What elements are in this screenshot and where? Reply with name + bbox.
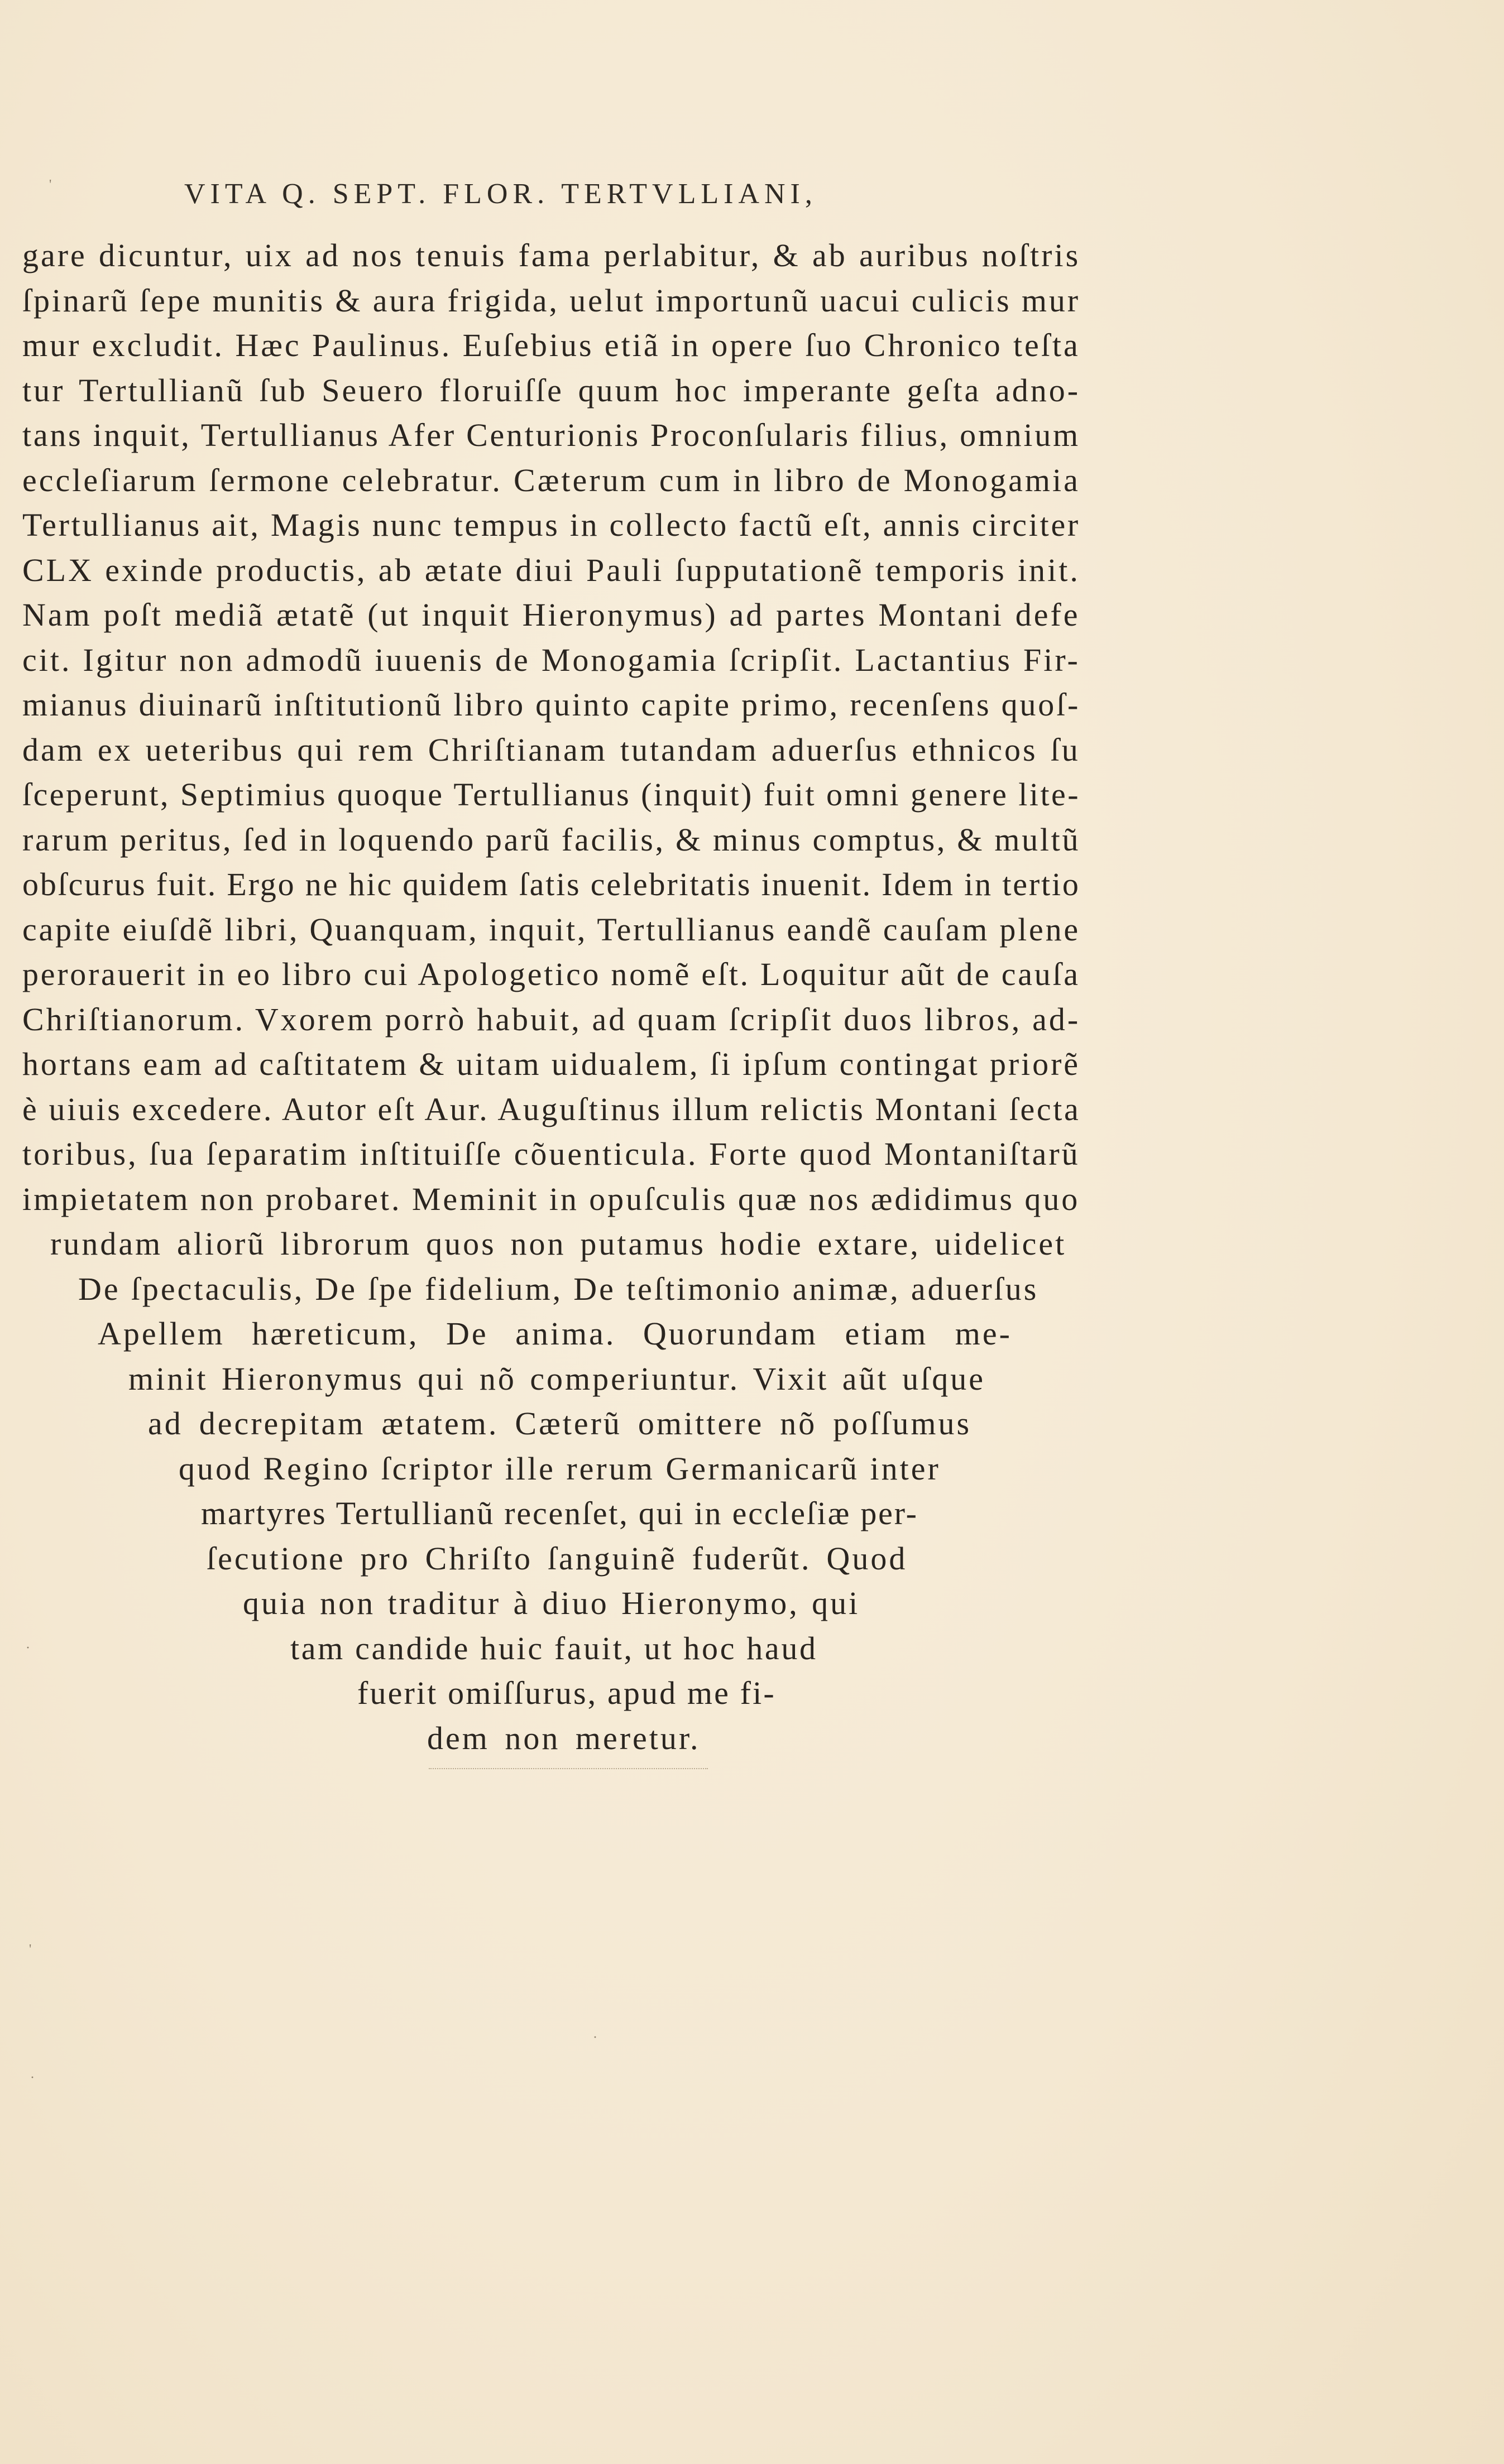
text-line: tans inquit, Tertullianus Afer Centurionis Proconſularis filius, omnium (22, 417, 1080, 453)
text-line: CLX exinde productis, ab ætate diui Pauli ſupputationẽ temporis init. (22, 551, 1080, 588)
text-line: ſpinarũ ſepe munitis & aura frigida, uelut importunũ uacui culicis mur (22, 282, 1080, 319)
closing-rule (429, 1768, 708, 1769)
margin-mark: · (26, 1641, 30, 1655)
text-line: obſcurus fuit. Ergo ne hic quidem ſatis celebritatis inuenit. Idem in tertio (22, 866, 1080, 902)
text-line: Tertullianus ait, Magis nunc tempus in collecto factũ eſt, annis circiter (22, 507, 1080, 543)
text-line: dem non meretur. (427, 1719, 701, 1756)
text-line: dam ex ueteribus qui rem Chriſtianam tutandam aduerſus ethnicos ſu (22, 731, 1080, 768)
text-line: tur Tertullianũ ſub Seuero floruiſſe quum hoc imperante geſta adno- (22, 372, 1081, 409)
text-line: perorauerit in eo libro cui Apologetico nomẽ eſt. Loquitur aũt de cauſa (22, 956, 1080, 992)
text-line: rarum peritus, ſed in loquendo parũ facilis, & minus comptus, & multũ (22, 821, 1081, 858)
margin-mark: ' (49, 177, 52, 192)
text-line: minit Hieronymus qui nõ comperiuntur. Vixit aũt uſque (128, 1360, 985, 1397)
text-line: quod Regino ſcriptor ille rerum Germanicarũ inter (179, 1450, 941, 1487)
text-line: ſecutione pro Chriſto ſanguinẽ fuderũt. Quod (207, 1540, 908, 1577)
text-line: quia non traditur à diuo Hieronymo, qui (243, 1585, 860, 1621)
text-line: mianus diuinarũ inſtitutionũ libro quinto capite primo, recenſens quoſ- (22, 686, 1081, 723)
text-line: Nam poſt mediã ætatẽ (ut inquit Hieronymus) ad partes Montani defe (22, 597, 1080, 633)
text-line: Apellem hæreticum, De anima. Quorundam etiam me- (98, 1315, 1012, 1352)
margin-mark: · (30, 2071, 35, 2085)
text-line: Chriſtianorum. Vxorem porrò habuit, ad quam ſcripſit duos libros, ad- (22, 1001, 1081, 1038)
text-line: De ſpectaculis, De ſpe fidelium, De teſtimonio animæ, aduerſus (78, 1270, 1039, 1307)
text-line: impietatem non probaret. Meminit in opuſculis quæ nos ædidimus quo (22, 1180, 1080, 1217)
text-line: eccleſiarum ſermone celebratur. Cæterum cum in libro de Monogamia (22, 462, 1080, 498)
text-line: cit. Igitur non admodũ iuuenis de Monogamia ſcripſit. Lactantius Fir- (22, 641, 1080, 678)
text-line: fuerit omiſſurus, apud me fi- (357, 1675, 776, 1711)
text-line: capite eiuſdẽ libri, Quanquam, inquit, Tertullianus eandẽ cauſam plene (22, 911, 1080, 948)
text-line: ſceperunt, Septimius quoque Tertullianus (inquit) fuit omni genere lite- (22, 776, 1081, 813)
text-line: rundam aliorũ librorum quos non putamus hodie extare, uidelicet (50, 1226, 1067, 1262)
running-head: VITA Q. SEPT. FLOR. TERTVLLIANI, (184, 178, 817, 210)
margin-mark: · (593, 2030, 597, 2045)
text-line: tam candide huic fauit, ut hoc haud (290, 1630, 818, 1666)
text-line: è uiuis excedere. Autor eſt Aur. Auguſtinus illum relictis Montani ſecta (22, 1091, 1081, 1127)
text-line: hortans eam ad caſtitatem & uitam uidualem, ſi ipſum contingat priorẽ (22, 1046, 1080, 1082)
margin-mark: ' (29, 1942, 32, 1957)
text-line: gare dicuntur, uix ad nos tenuis fama perlabitur, & ab auribus noſtris (22, 237, 1081, 273)
text-line: martyres Tertullianũ recenſet, qui in eccleſiæ per- (201, 1495, 918, 1531)
text-line: ad decrepitam ætatem. Cæterũ omittere nõ poſſumus (148, 1405, 972, 1442)
text-line: toribus, ſua ſeparatim inſtituiſſe cõuenticula. Forte quod Montaniſtarũ (22, 1136, 1080, 1172)
text-line: mur excludit. Hæc Paulinus. Euſebius etiã in opere ſuo Chronico teſta (22, 327, 1080, 363)
